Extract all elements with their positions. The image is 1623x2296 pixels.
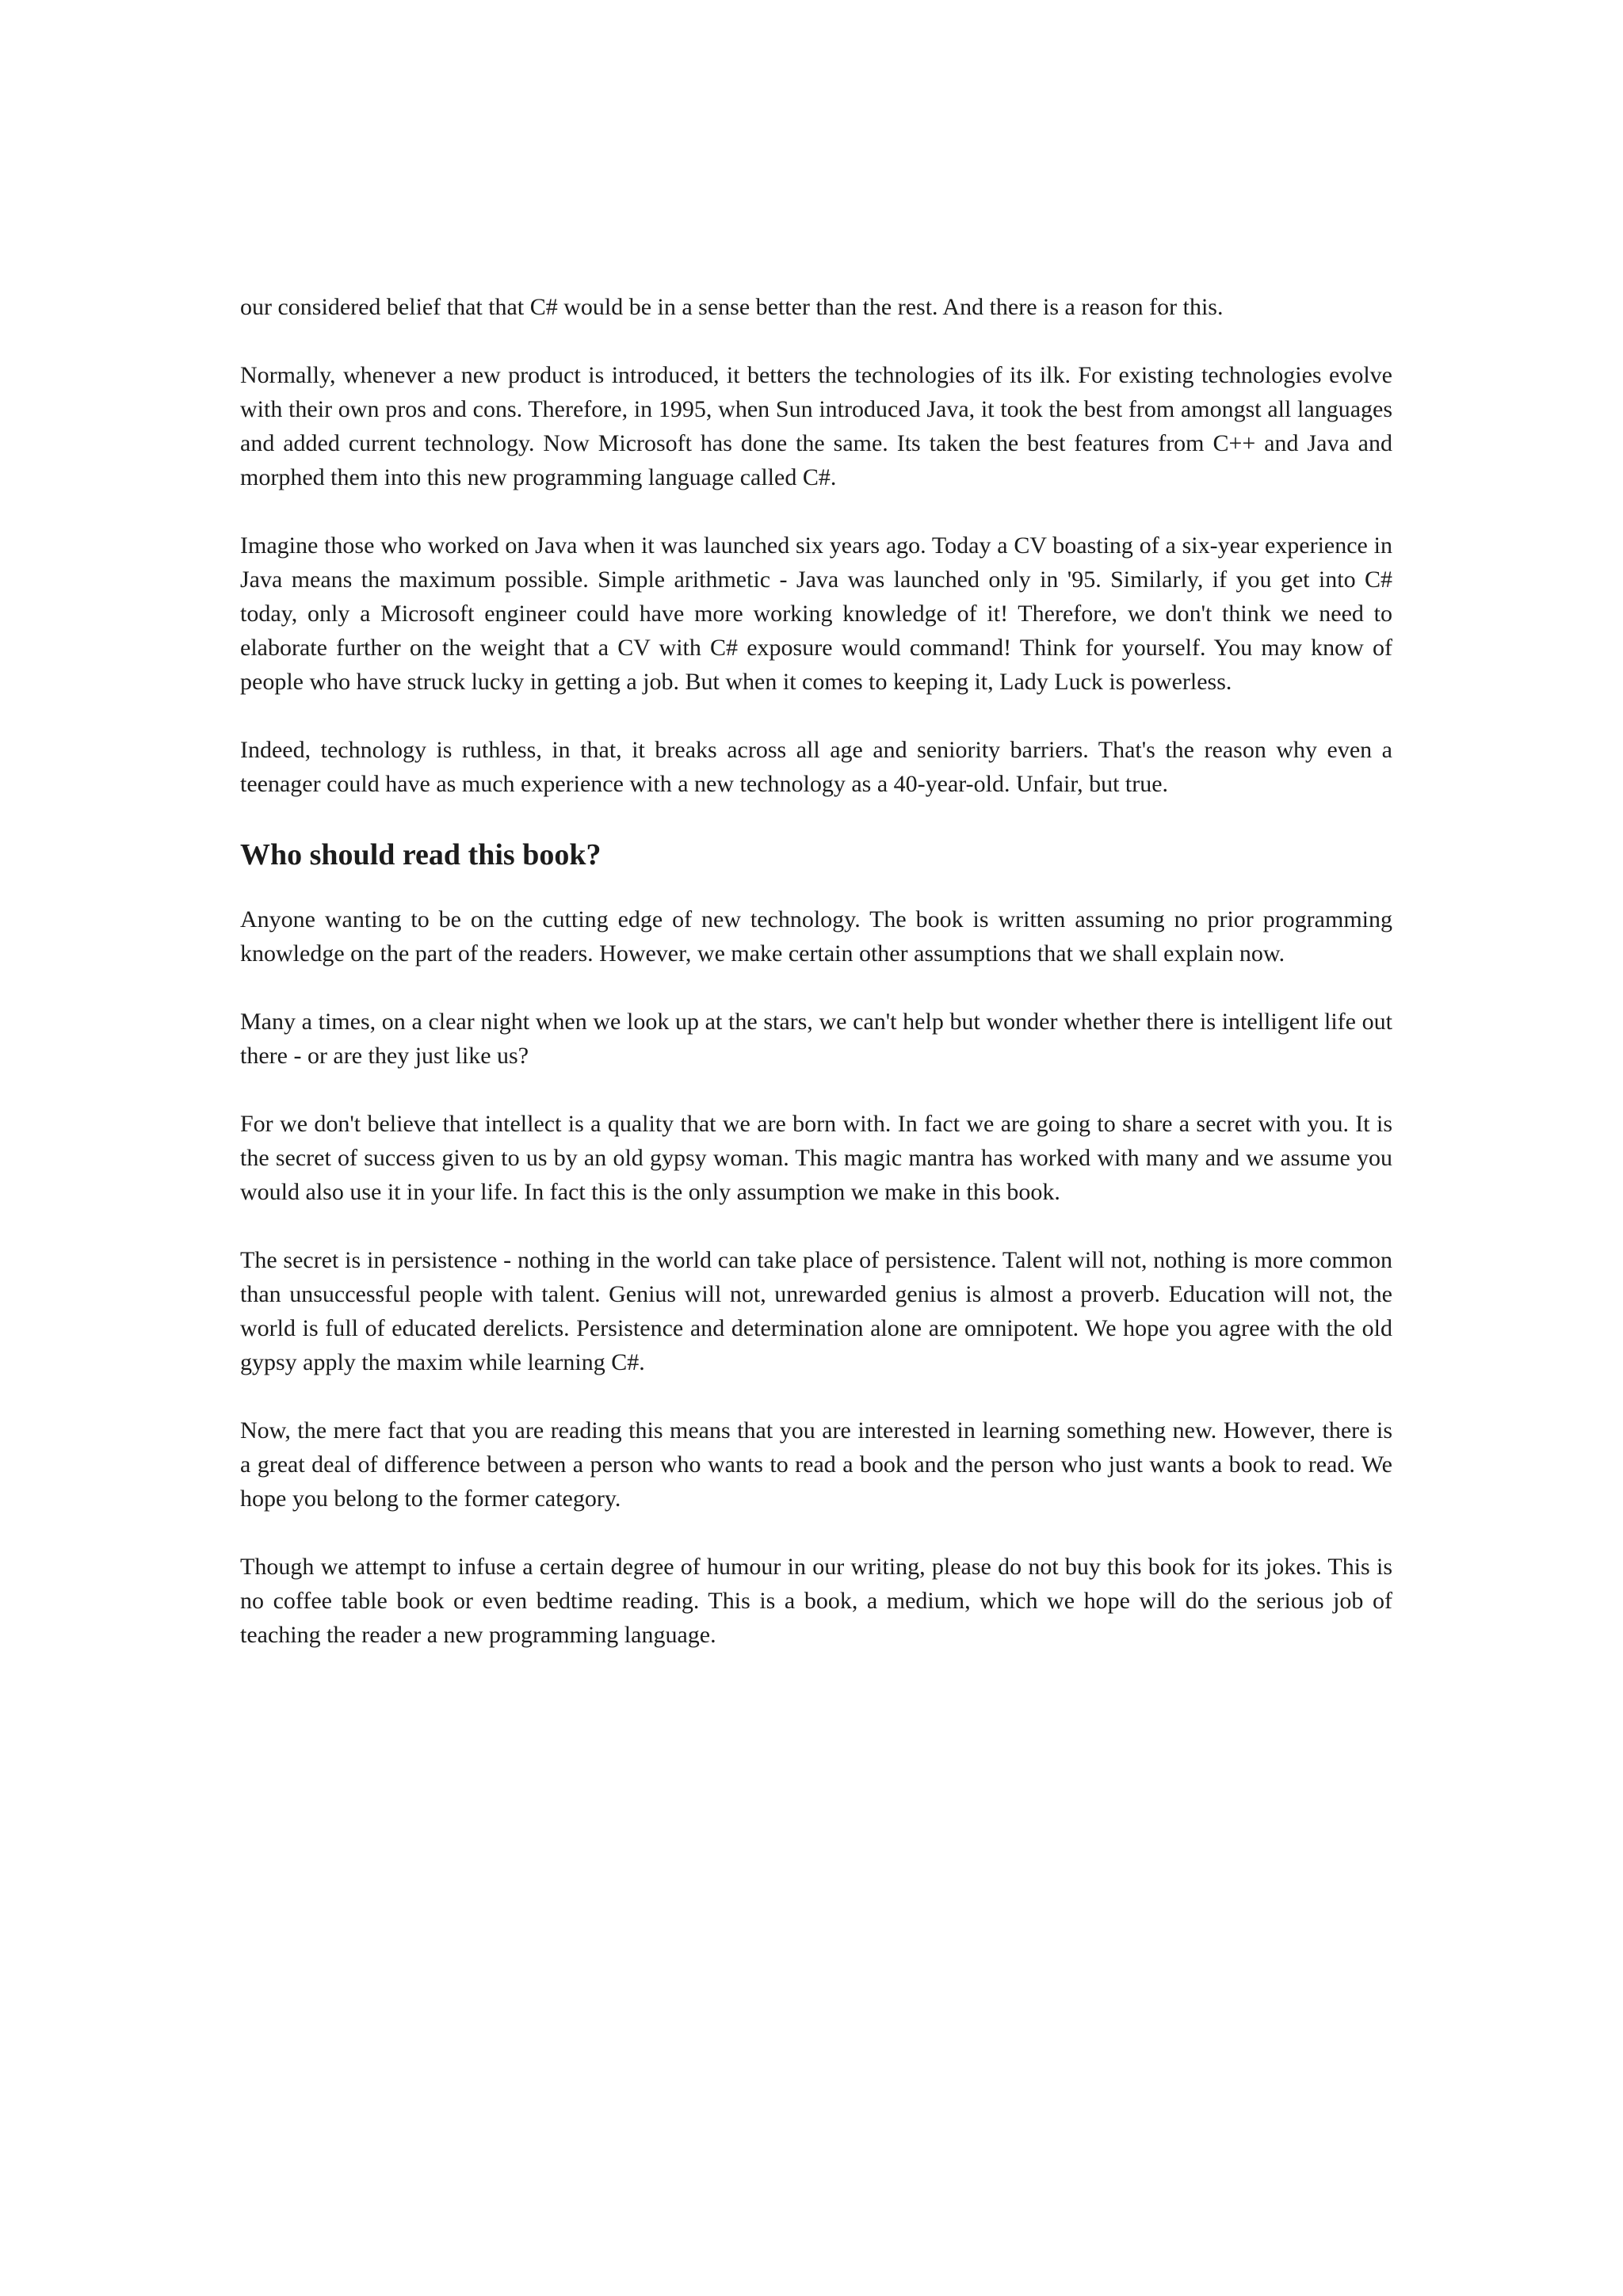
paragraph-audience: Anyone wanting to be on the cutting edge of new technology. The book is written assuming no prior programming knowledge on the part of the readers. However, we make certain other assumptions that we shall explain now.	[240, 906, 1392, 967]
paragraph-new-product: Normally, whenever a new product is introduced, it betters the technologies of its ilk. For existing technologies evolve with their own pros and cons. Therefore, in 1995, when Sun introduced Java, it took the best from amongst all languages and added current technology. Now Microsoft has done the same. Its taken the best features from C++ and Java and morphed them into this new programming language called C#.	[240, 362, 1392, 490]
paragraph-persistence: The secret is in persistence - nothing in the world can take place of persistence. Talent will not, nothing is more common than unsuccessful people with talent. Genius will not, unrewarded genius is almost a proverb. Education will not, the world is full of educated derelicts. Persistence and determination alone are omnipotent. We hope you agree with the old gypsy apply the maxim while learning C#.	[240, 1247, 1392, 1375]
section-heading: Who should read this book?	[240, 838, 601, 871]
paragraph-humour: Though we attempt to infuse a certain degree of humour in our writing, please do not buy this book for its jokes. This is no coffee table book or even bedtime reading. This is a book, a medium, which we hope will do the serious job of teaching the reader a new programming language.	[240, 1554, 1392, 1648]
paragraph-reading: Now, the mere fact that you are reading this means that you are interested in learning something new. However, there is a great deal of difference between a person who wants to read a book and the person who just wants a book to read. We hope you belong to the former category.	[240, 1417, 1392, 1512]
paragraph-stars: Many a times, on a clear night when we look up at the stars, we can't help but wonder whether there is intelligent life out there - or are they just like us?	[240, 1009, 1392, 1069]
body-text	[240, 290, 1392, 1686]
paragraph-intellect: For we don't believe that intellect is a quality that we are born with. In fact we are going to share a secret with you. It is the secret of success given to us by an old gypsy woman. This magic mantra has worked with many and we assume you would also use it in your life. In fact this is the only assumption we make in this book.	[240, 1111, 1392, 1205]
paragraph-intro-continuation: our considered belief that that C# would be in a sense better than the rest. And there is a reason for this.	[240, 294, 1224, 320]
paragraph-java-experience: Imagine those who worked on Java when it was launched six years ago. Today a CV boasting of a six-year experience in Java means the maximum possible. Simple arithmetic - Java was launched only in '95. Similarly, if you get into C# today, only a Microsoft engineer could have more working knowledge of it! Therefore, we don't think we need to elaborate further on the weight that a CV with C# exposure would command! Think for yourself. You may know of people who have struck lucky in getting a job. But when it comes to keeping it, Lady Luck is powerless.	[240, 532, 1392, 695]
paragraph-technology-ruthless: Indeed, technology is ruthless, in that, it breaks across all age and seniority barriers. That's the reason why even a teenager could have as much experience with a new technology as a 40-year-old. Unfair, but true.	[240, 737, 1392, 797]
